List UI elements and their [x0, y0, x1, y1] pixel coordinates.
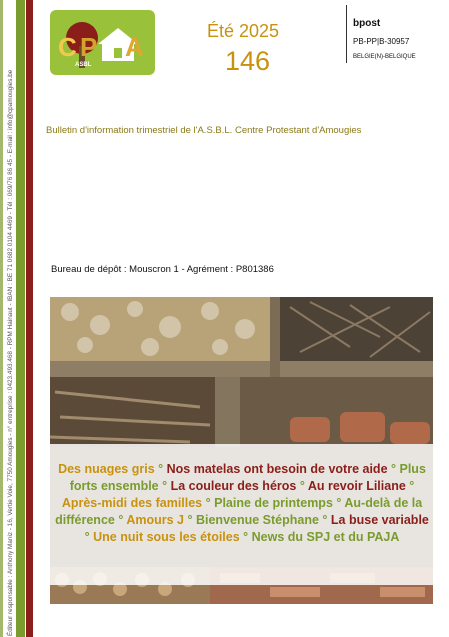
headline-separator: ° — [118, 513, 124, 527]
headline-item: Bienvenue Stéphane — [195, 513, 319, 527]
headline-item: Plaine de printemps — [214, 496, 333, 510]
headline-separator: ° — [243, 530, 249, 544]
bpost-country: BELGIE(N)-BELGIQUE — [353, 54, 416, 60]
headline-separator: ° — [409, 479, 415, 493]
left-stripe-red — [26, 0, 33, 637]
headline-list — [52, 461, 432, 546]
headline-separator: ° — [158, 462, 164, 476]
cover-photo — [50, 297, 433, 604]
headline-item: News du SPJ et du PAJA — [251, 530, 400, 544]
issue-number: 146 — [225, 46, 271, 76]
headline-item: Nos matelas ont besoin de votre aide — [166, 462, 388, 476]
headline-separator: ° — [336, 496, 342, 510]
svg-text:A: A — [125, 32, 144, 62]
bpost-permit: PB-PP|B-30957 — [353, 37, 410, 46]
editor-info: Éditeur responsable : Anthony Maniz - 16, Vertie Voie, 7750 Amougies - n° entreprise : 0423.493.468 - RPM Hainaut - IBAN : BE 71 0682 0104 4469 - Tél : 069/76 86 45 - E-mail : info@cpamougies.be — [7, 69, 14, 636]
headline-item: Une nuit sous les étoiles — [93, 530, 240, 544]
left-stripe-green — [16, 0, 25, 637]
headline-item: Amours J — [126, 513, 185, 527]
headline-separator: ° — [299, 479, 305, 493]
svg-text:P: P — [80, 32, 98, 62]
deposit-office: Bureau de dépôt : Mouscron 1 - Agrément : P801386 — [51, 264, 274, 275]
headline-item: La couleur des héros — [170, 479, 297, 493]
headline-separator: ° — [205, 496, 211, 510]
bpost-brand: bpost — [353, 18, 381, 29]
headline-separator: ° — [84, 530, 90, 544]
cpa-logo — [50, 10, 155, 75]
left-stripe-white — [3, 0, 17, 637]
headline-item: La buse variable — [330, 513, 429, 527]
headline-item: Plus forts ensemble — [69, 462, 426, 493]
headline-item: Après-midi des familles — [61, 496, 203, 510]
logo-asbl: ASBL — [75, 62, 92, 68]
headline-separator: ° — [391, 462, 397, 476]
season-title: Été 2025 — [207, 21, 280, 41]
headline-item: Au-delà de la différence — [55, 496, 423, 527]
bulletin-subtitle: Bulletin d'information trimestriel de l'A.S.B.L. Centre Protestant d'Amougies — [46, 125, 362, 136]
bpost-divider — [346, 5, 347, 63]
headline-separator: ° — [187, 513, 193, 527]
headline-item: Au revoir Liliane — [307, 479, 406, 493]
headline-separator: ° — [162, 479, 168, 493]
svg-text:C: C — [58, 32, 77, 62]
headline-separator: ° — [322, 513, 328, 527]
headline-item: Des nuages gris — [58, 462, 155, 476]
